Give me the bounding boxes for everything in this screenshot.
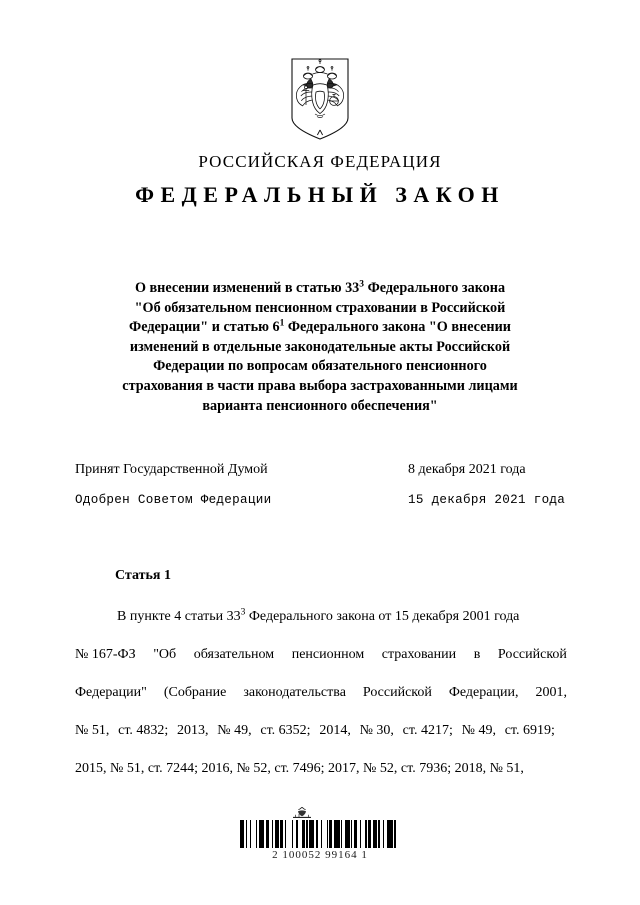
body-word: ст. 4832;	[118, 723, 169, 738]
body-word: 2001,	[535, 685, 567, 700]
document-subject-line: О внесении изменений в статью $33^3$ Федерального закона	[134, 279, 506, 296]
body-word: 2014,	[319, 723, 351, 738]
barcode-emblem-icon	[289, 806, 315, 819]
barcode-bars	[240, 820, 400, 848]
body-word: № 30,	[359, 723, 394, 738]
body-word: ст. 6352;	[260, 723, 311, 738]
body-word: пенсионном	[291, 647, 365, 662]
emblem-container	[0, 58, 640, 140]
document-subject-line: "Об обязательном пенсионном страховании в Российской	[134, 299, 506, 316]
body-word: (Собрание	[163, 685, 227, 700]
russian-coat-of-arms-icon	[289, 58, 351, 140]
country-title: РОССИЙСКАЯ ФЕДЕРАЦИЯ	[198, 152, 442, 171]
document-subject-line: Федерации по вопросам обязательного пенсионного	[153, 358, 487, 375]
barcode-space	[396, 820, 400, 848]
article-body-line: 2015, № 51, ст. 7244; 2016, № 52, ст. 7496; 2017, № 52, ст. 7936; 2018, № 51,	[75, 761, 524, 776]
barcode-digits: 2 100052 99164 1	[272, 849, 368, 861]
body-word: ст. 4217;	[402, 723, 453, 738]
body-word: № 51,	[75, 723, 110, 738]
article-body-line	[75, 636, 567, 674]
body-word: № 167-ФЗ	[75, 647, 136, 662]
body-word: 2013,	[177, 723, 209, 738]
article-heading: Статья 1	[115, 568, 171, 583]
barcode-area	[0, 806, 640, 861]
adoption-duma-date: 8 декабря 2021 года	[408, 462, 526, 477]
article-body	[75, 598, 567, 788]
body-word: ст. 6919;	[504, 723, 555, 738]
document-subject-line: страхования в части права выбора застрахованными лицами	[122, 377, 518, 394]
article-body-line	[75, 712, 567, 750]
document-subject-line: изменений в отдельные законодательные акты Российской	[129, 338, 511, 355]
document-subject	[95, 279, 545, 416]
adoption-council-date: 15 декабря 2021 года	[408, 493, 566, 507]
body-word: № 49,	[461, 723, 496, 738]
body-word: законодательства	[243, 685, 346, 700]
body-word: № 49,	[217, 723, 252, 738]
document-subject-line: Федерации" и статью $6^1$ Федерального закона "О внесении	[129, 318, 511, 336]
body-word: Федерации,	[448, 685, 519, 700]
body-word: обязательном	[193, 647, 275, 662]
article-body-line: В пункте 4 статьи $33^3$ Федерального закона от 15 декабря 2001 года	[117, 607, 520, 624]
law-title: ФЕДЕРАЛЬНЫЙ ЗАКОН	[135, 182, 505, 207]
article-body-line	[75, 674, 567, 712]
body-word: Федерации"	[75, 685, 147, 700]
body-word: Российской	[362, 685, 432, 700]
document-subject-line: варианта пенсионного обеспечения"	[202, 397, 438, 414]
body-word: Российской	[497, 647, 567, 662]
adoption-council-label: Одобрен Советом Федерации	[75, 493, 272, 507]
adoption-duma-label: Принят Государственной Думой	[75, 462, 268, 477]
body-word: "Об	[153, 647, 177, 662]
body-word: в	[473, 647, 481, 662]
body-word: страховании	[381, 647, 457, 662]
